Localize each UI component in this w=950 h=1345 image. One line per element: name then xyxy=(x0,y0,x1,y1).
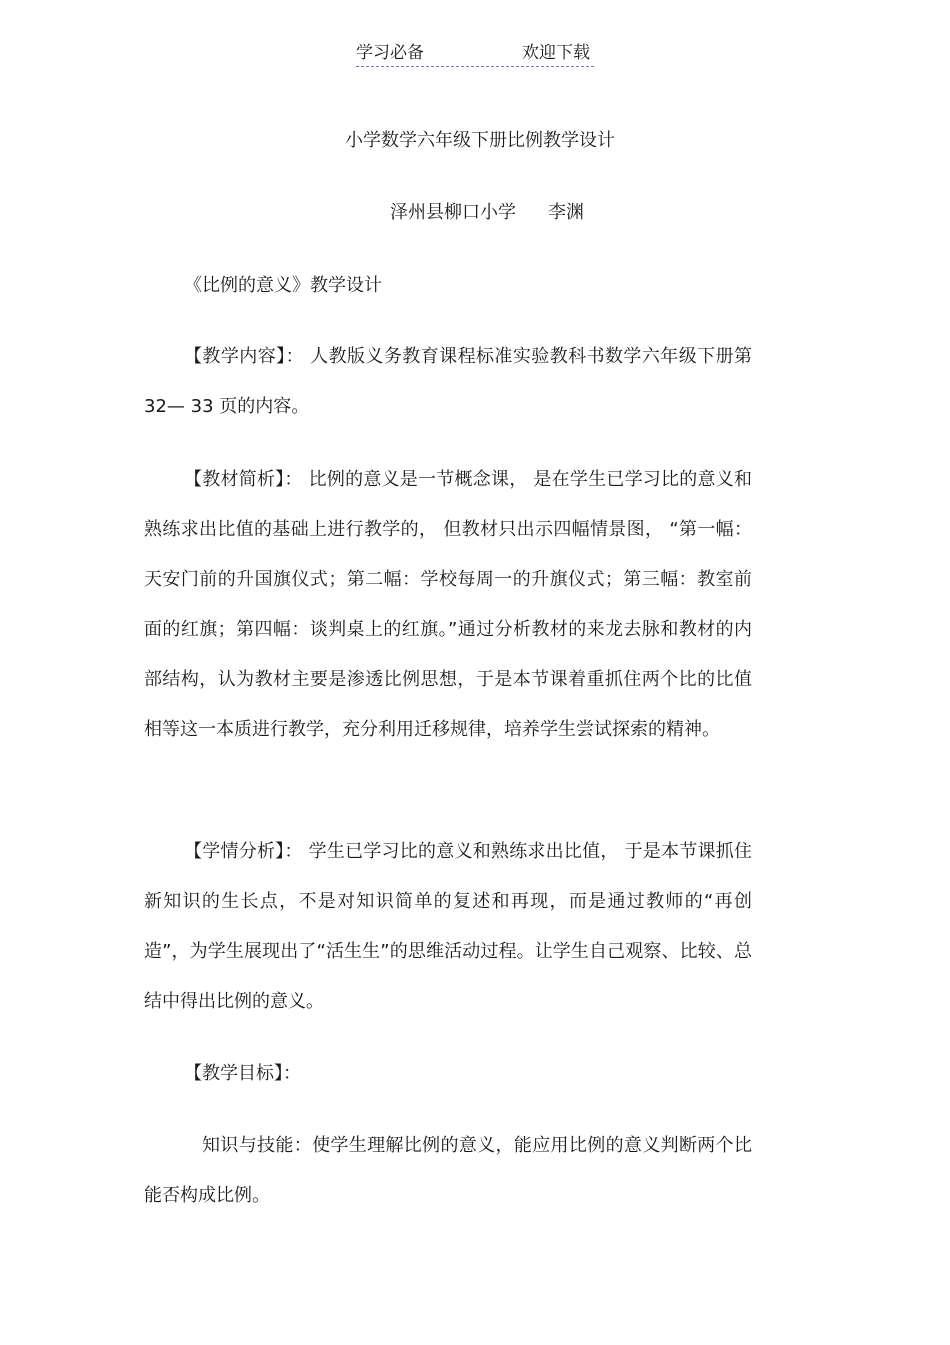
header-left-text: 学习必备 xyxy=(356,43,424,63)
lesson-title xyxy=(144,261,752,311)
document-title: 小学数学六年级下册比例教学设计 xyxy=(345,130,615,151)
material-paragraph: 【教材简析】： 比例的意义是一节概念课， 是在学生已学习比的意义和熟练求出比值的基础上进行教学的， 但教材只出示四幅情景图， “第一幅：天安门前的升国旗仪式；第二幅：学校每周一的升旗仪式；第三幅：教室前面的红旗；第四幅：谈判桌上的红旗。”通过分析教材的来龙去脉和教材的内部结构，认为教材主要是渗透比例思想，于是本节课着重抓住两个比的比值相等这一本质进行教学，充分利用迁移规律，培养学生尝试探索的精神。 xyxy=(144,469,752,740)
page-header xyxy=(356,40,594,67)
knowledge-section xyxy=(144,1121,752,1221)
material-section xyxy=(144,455,752,755)
lesson-title-text: 《比例的意义》教学设计 xyxy=(184,275,382,296)
header-right-text: 欢迎下载 xyxy=(522,43,590,63)
author-line xyxy=(390,198,584,228)
students-section xyxy=(144,827,752,1027)
students-paragraph: 【学情分析】： 学生已学习比的意义和熟练求出比值， 于是本节课抓住新知识的生长点，不是对知识简单的复述和再现，而是通过教师的“再创造”，为学生展现出了“活生生”的思维活动过程。让学生自己观察、比较、总结中得出比例的意义。 xyxy=(144,841,752,1012)
content-section xyxy=(144,332,752,432)
goals-heading xyxy=(144,1049,752,1099)
author-name: 李渊 xyxy=(548,202,584,223)
content-paragraph: 【教学内容】： 人教版义务教育课程标准实验教科书数学六年级下册第 32— 33 页的内容。 xyxy=(144,346,752,417)
school-name: 泽州县柳口小学 xyxy=(390,202,516,223)
goals-heading-text: 【教学目标】： xyxy=(184,1063,301,1084)
knowledge-paragraph: 知识与技能：使学生理解比例的意义，能应用比例的意义判断两个比能否构成比例。 xyxy=(144,1135,752,1206)
